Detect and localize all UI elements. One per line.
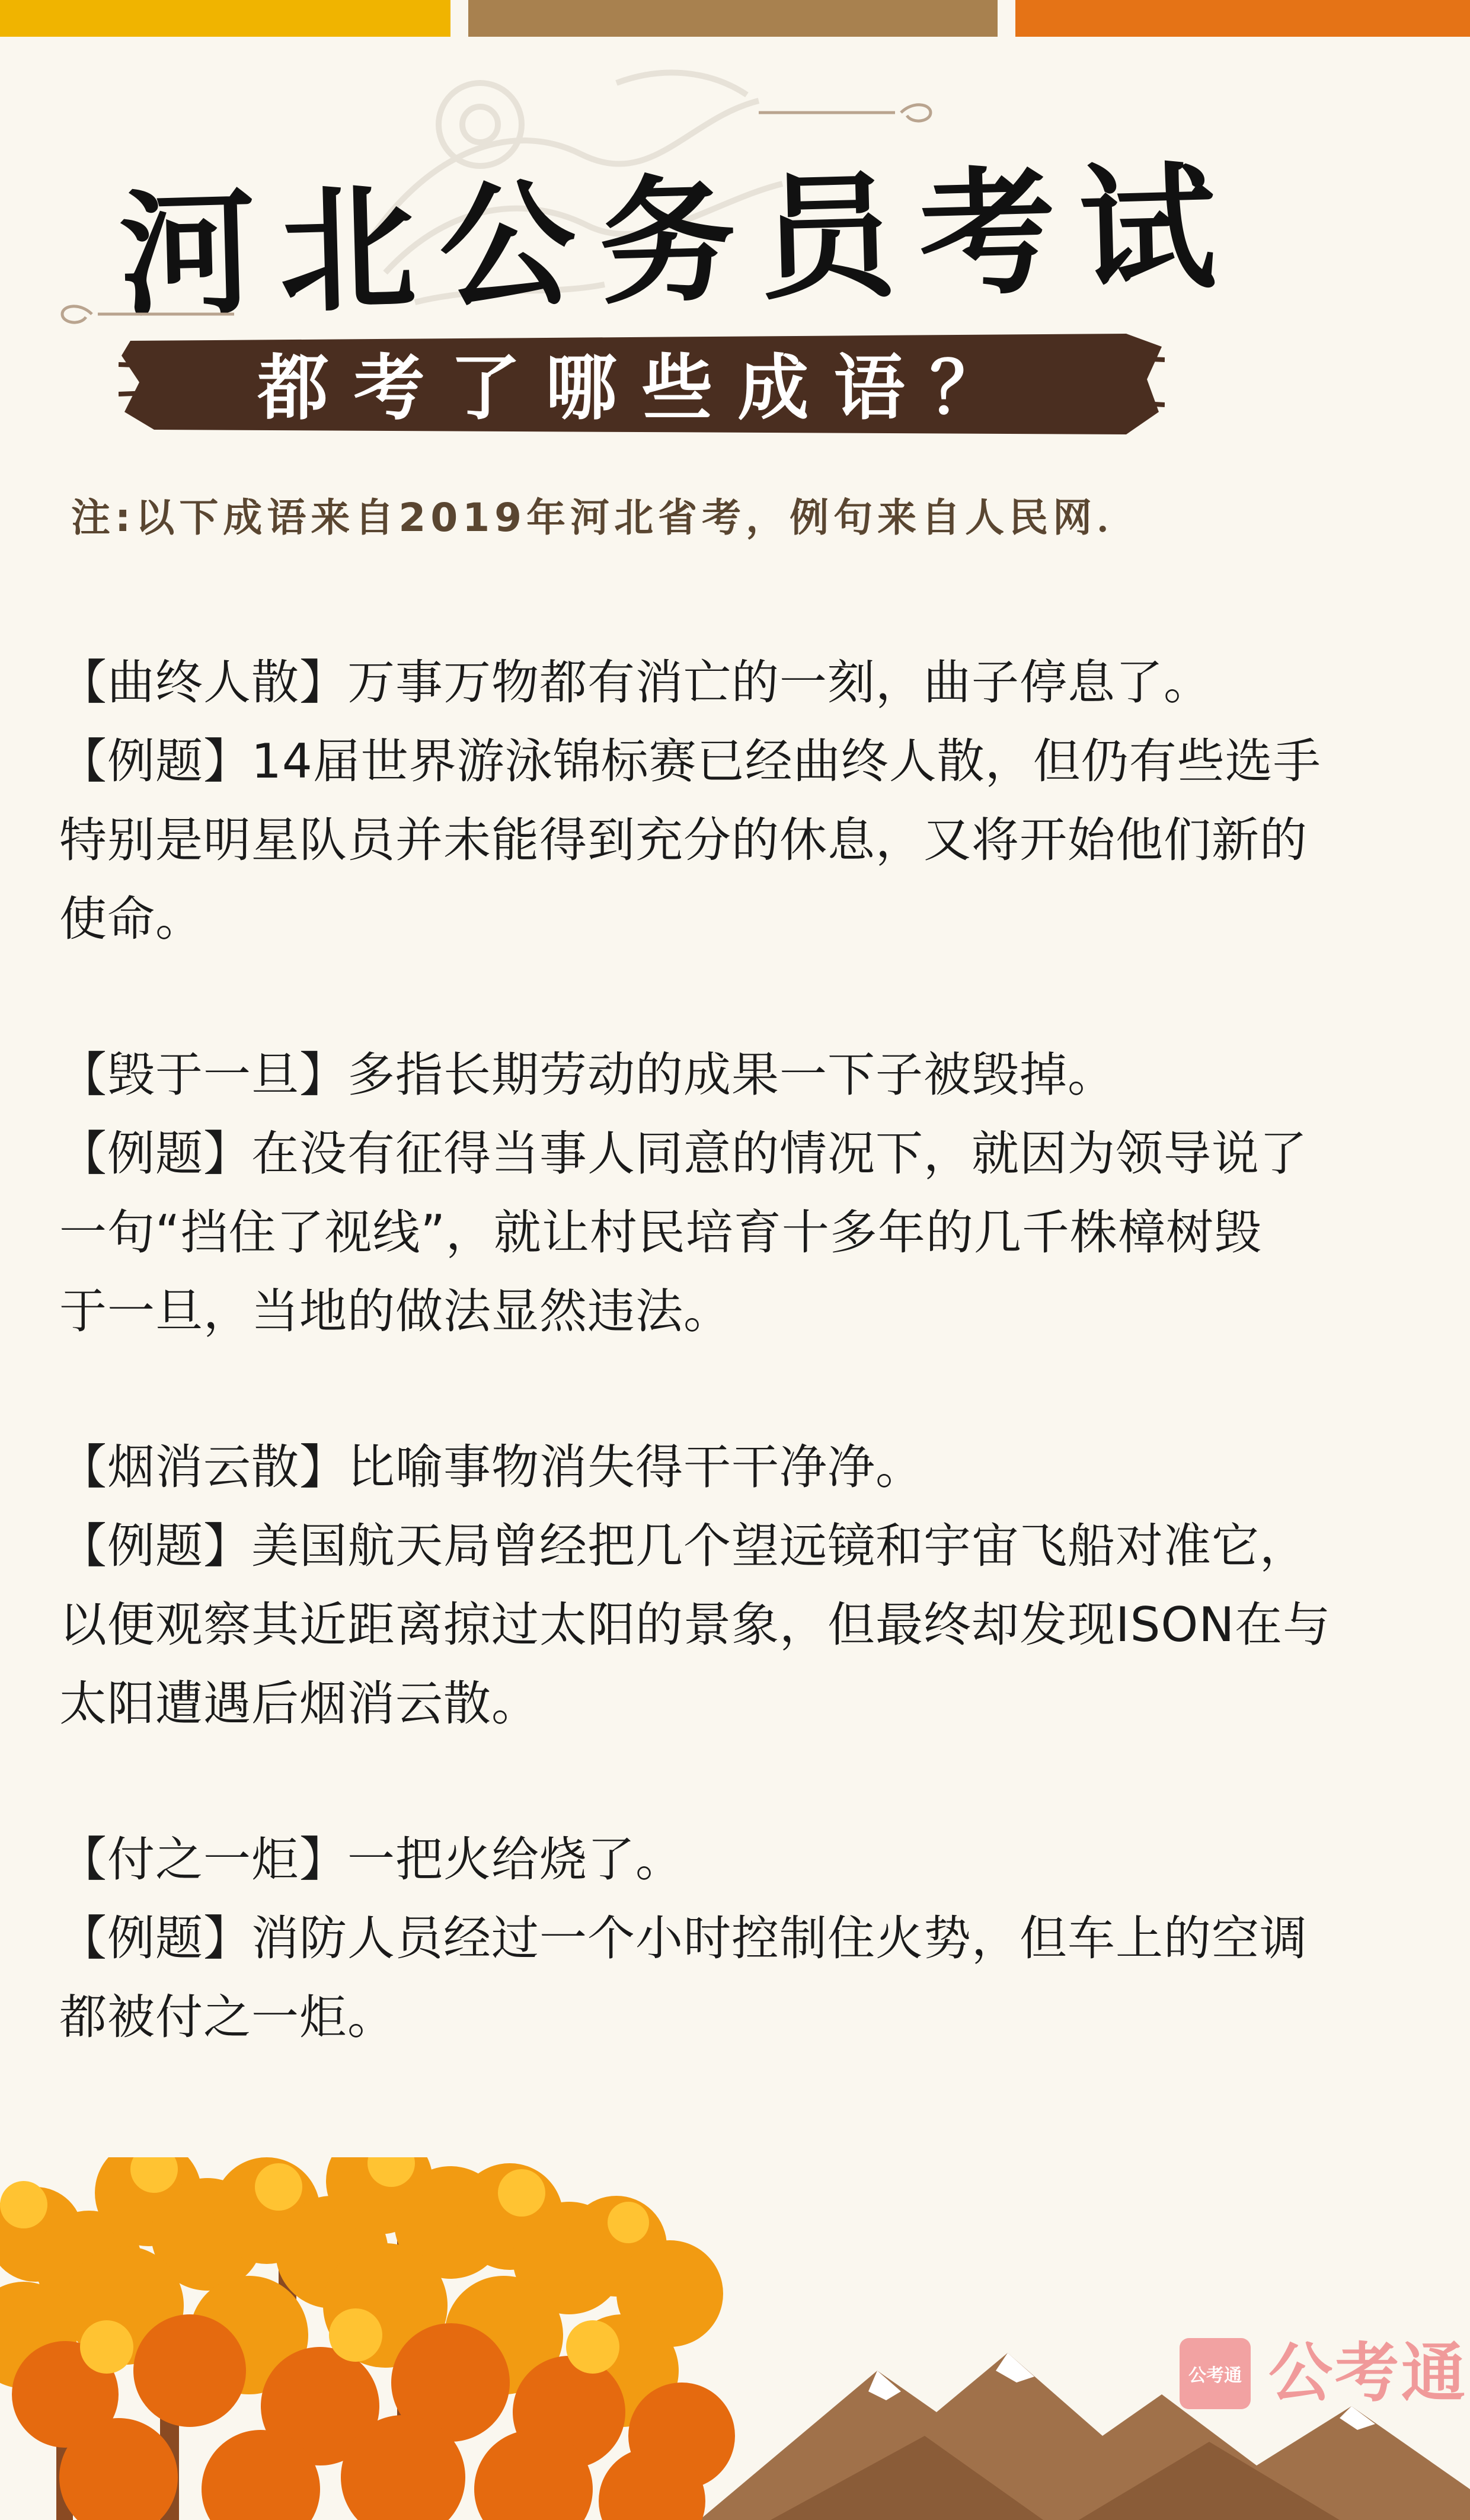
idiom-list bbox=[59, 643, 1423, 2134]
idiom-entry bbox=[59, 1428, 1423, 1743]
idiom-line: 太阳遭遇后烟消云散。 bbox=[59, 1676, 539, 1731]
logo-badge-icon: 公考通 bbox=[1180, 2338, 1251, 2409]
idiom-line: 【例题】美国航天局曾经把几个望远镜和宇宙飞船对准它， bbox=[59, 1518, 1308, 1574]
brand-logo bbox=[1180, 2332, 1468, 2415]
source-note: 注:以下成语来自2019年河北省考，例句来自人民网． bbox=[71, 495, 1141, 541]
cloud-ornament-icon bbox=[56, 302, 234, 326]
idiom-line: 【付之一炬】一把火给烧了。 bbox=[59, 1832, 683, 1887]
top-stripe-brown bbox=[468, 0, 998, 37]
idiom-line: 一句“挡住了视线”，就让村民培育十多年的几千株樟树毁 bbox=[59, 1205, 1262, 1260]
idiom-line: 【例题】在没有征得当事人同意的情况下，就因为领导说了 bbox=[59, 1126, 1308, 1181]
idiom-line: 【烟消云散】比喻事物消失得干干净净。 bbox=[59, 1440, 923, 1495]
page-title: 河北公务员考试 bbox=[117, 146, 1242, 337]
idiom-line: 【曲终人散】万事万物都有消亡的一刻，曲子停息了。 bbox=[59, 655, 1212, 710]
page-subtitle: 都考了哪些成语？ bbox=[257, 346, 1026, 430]
idiom-line: 特别是明星队员并未能得到充分的休息，又将开始他们新的 bbox=[59, 813, 1308, 868]
top-stripe-orange bbox=[1015, 0, 1470, 37]
idiom-entry bbox=[59, 1820, 1423, 2057]
idiom-line: 都被付之一炬。 bbox=[59, 1990, 395, 2045]
logo-text: 公考通 bbox=[1268, 2336, 1468, 2410]
idiom-line: 使命。 bbox=[59, 891, 203, 946]
idiom-line: 【例题】14届世界游泳锦标赛已经曲终人散，但仍有些选手 bbox=[59, 734, 1321, 789]
cloud-ornament-icon bbox=[759, 101, 937, 124]
idiom-entry bbox=[59, 643, 1423, 958]
idiom-line: 【例题】消防人员经过一个小时控制住火势，但车上的空调 bbox=[59, 1911, 1308, 1966]
idiom-line: 于一旦，当地的做法显然违法。 bbox=[59, 1284, 731, 1339]
top-stripe-yellow bbox=[0, 0, 450, 37]
autumn-trees-icon bbox=[0, 2157, 735, 2520]
idiom-line: 【毁于一旦】多指长期劳动的成果一下子被毁掉。 bbox=[59, 1047, 1116, 1102]
idiom-entry bbox=[59, 1035, 1423, 1351]
subtitle-banner bbox=[119, 323, 1165, 442]
idiom-line: 以便观察其近距离掠过太阳的景象，但最终却发现ISON在与 bbox=[59, 1597, 1331, 1652]
